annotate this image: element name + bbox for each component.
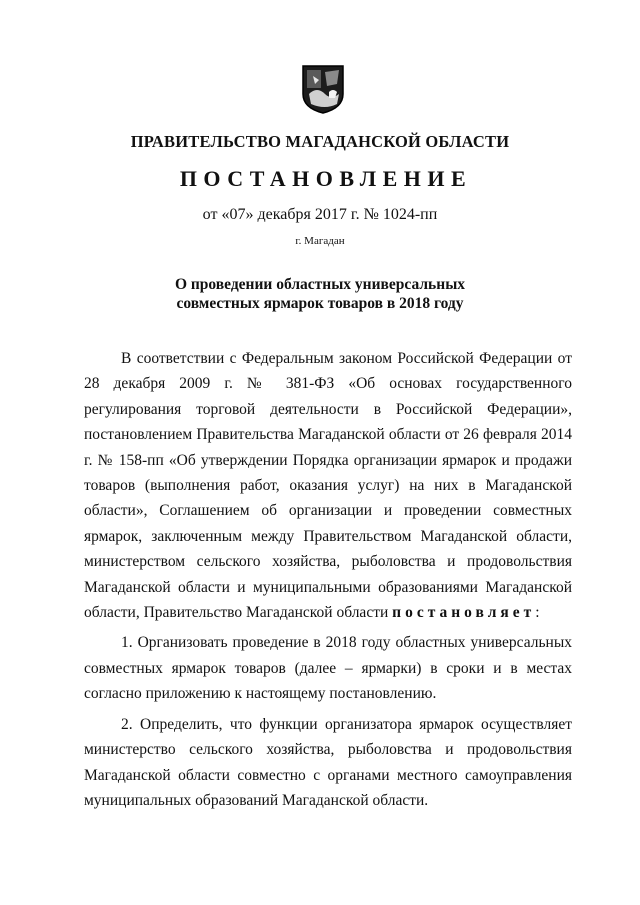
document-subject [0,275,640,313]
document-body [84,346,572,818]
document-type-title: ПОСТАНОВЛЕНИЕ [179,166,473,191]
subject-line-1: О проведении областных универсальных [174,276,466,293]
magadan-coat-of-arms-icon [301,64,345,114]
subject-line-2: совместных ярмарок товаров в 2018 году [176,295,464,312]
item-2-paragraph: 2. Определить, что функции организатора ярмарок осуществляет министерство сельского хозяйства, рыболовства и продовольствия Магаданской области совместно с органами местного самоуправления муниципальных образований Магаданской области. [84,715,572,809]
document-city: г. Магадан [295,235,345,247]
coat-of-arms-shield-icon [301,64,345,114]
organization-title: ПРАВИТЕЛЬСТВО МАГАДАНСКОЙ ОБЛАСТИ [130,132,510,151]
item-1-paragraph: 1. Организовать проведение в 2018 году областных универсальных совместных ярмарок товаров (далее – ярмарки) в сроки и в местах согласно приложению к настоящему постановлению. [84,634,572,703]
preamble-text: В соответствии с Федеральным законом Российской Федерации от 28 декабря 2009 г. № 381-ФЗ «Об основах государственного регулирования торговой деятельности в Российской Федерации», постановлением Правительства Магаданской области от 26 февраля 2014 г. № 158-пп «Об утверждении Порядка организации ярмарок и продажи товаров (выполнения работ, оказания услуг) на них в Магаданской области», Соглашением об организации и проведении совместных ярмарок, заключенным между Правительством Магаданской области, министерством сельского хозяйства, рыболовства и продовольствия Магаданской области и муниципальными образованиями Магаданской области, Правительство Магаданской области [84,350,572,622]
preamble-paragraph [84,346,572,625]
resolves-word: постановляет [392,604,536,622]
resolves-colon: : [535,604,540,622]
document-date-number: от «07» декабря 2017 г. № 1024-пп [202,206,438,223]
